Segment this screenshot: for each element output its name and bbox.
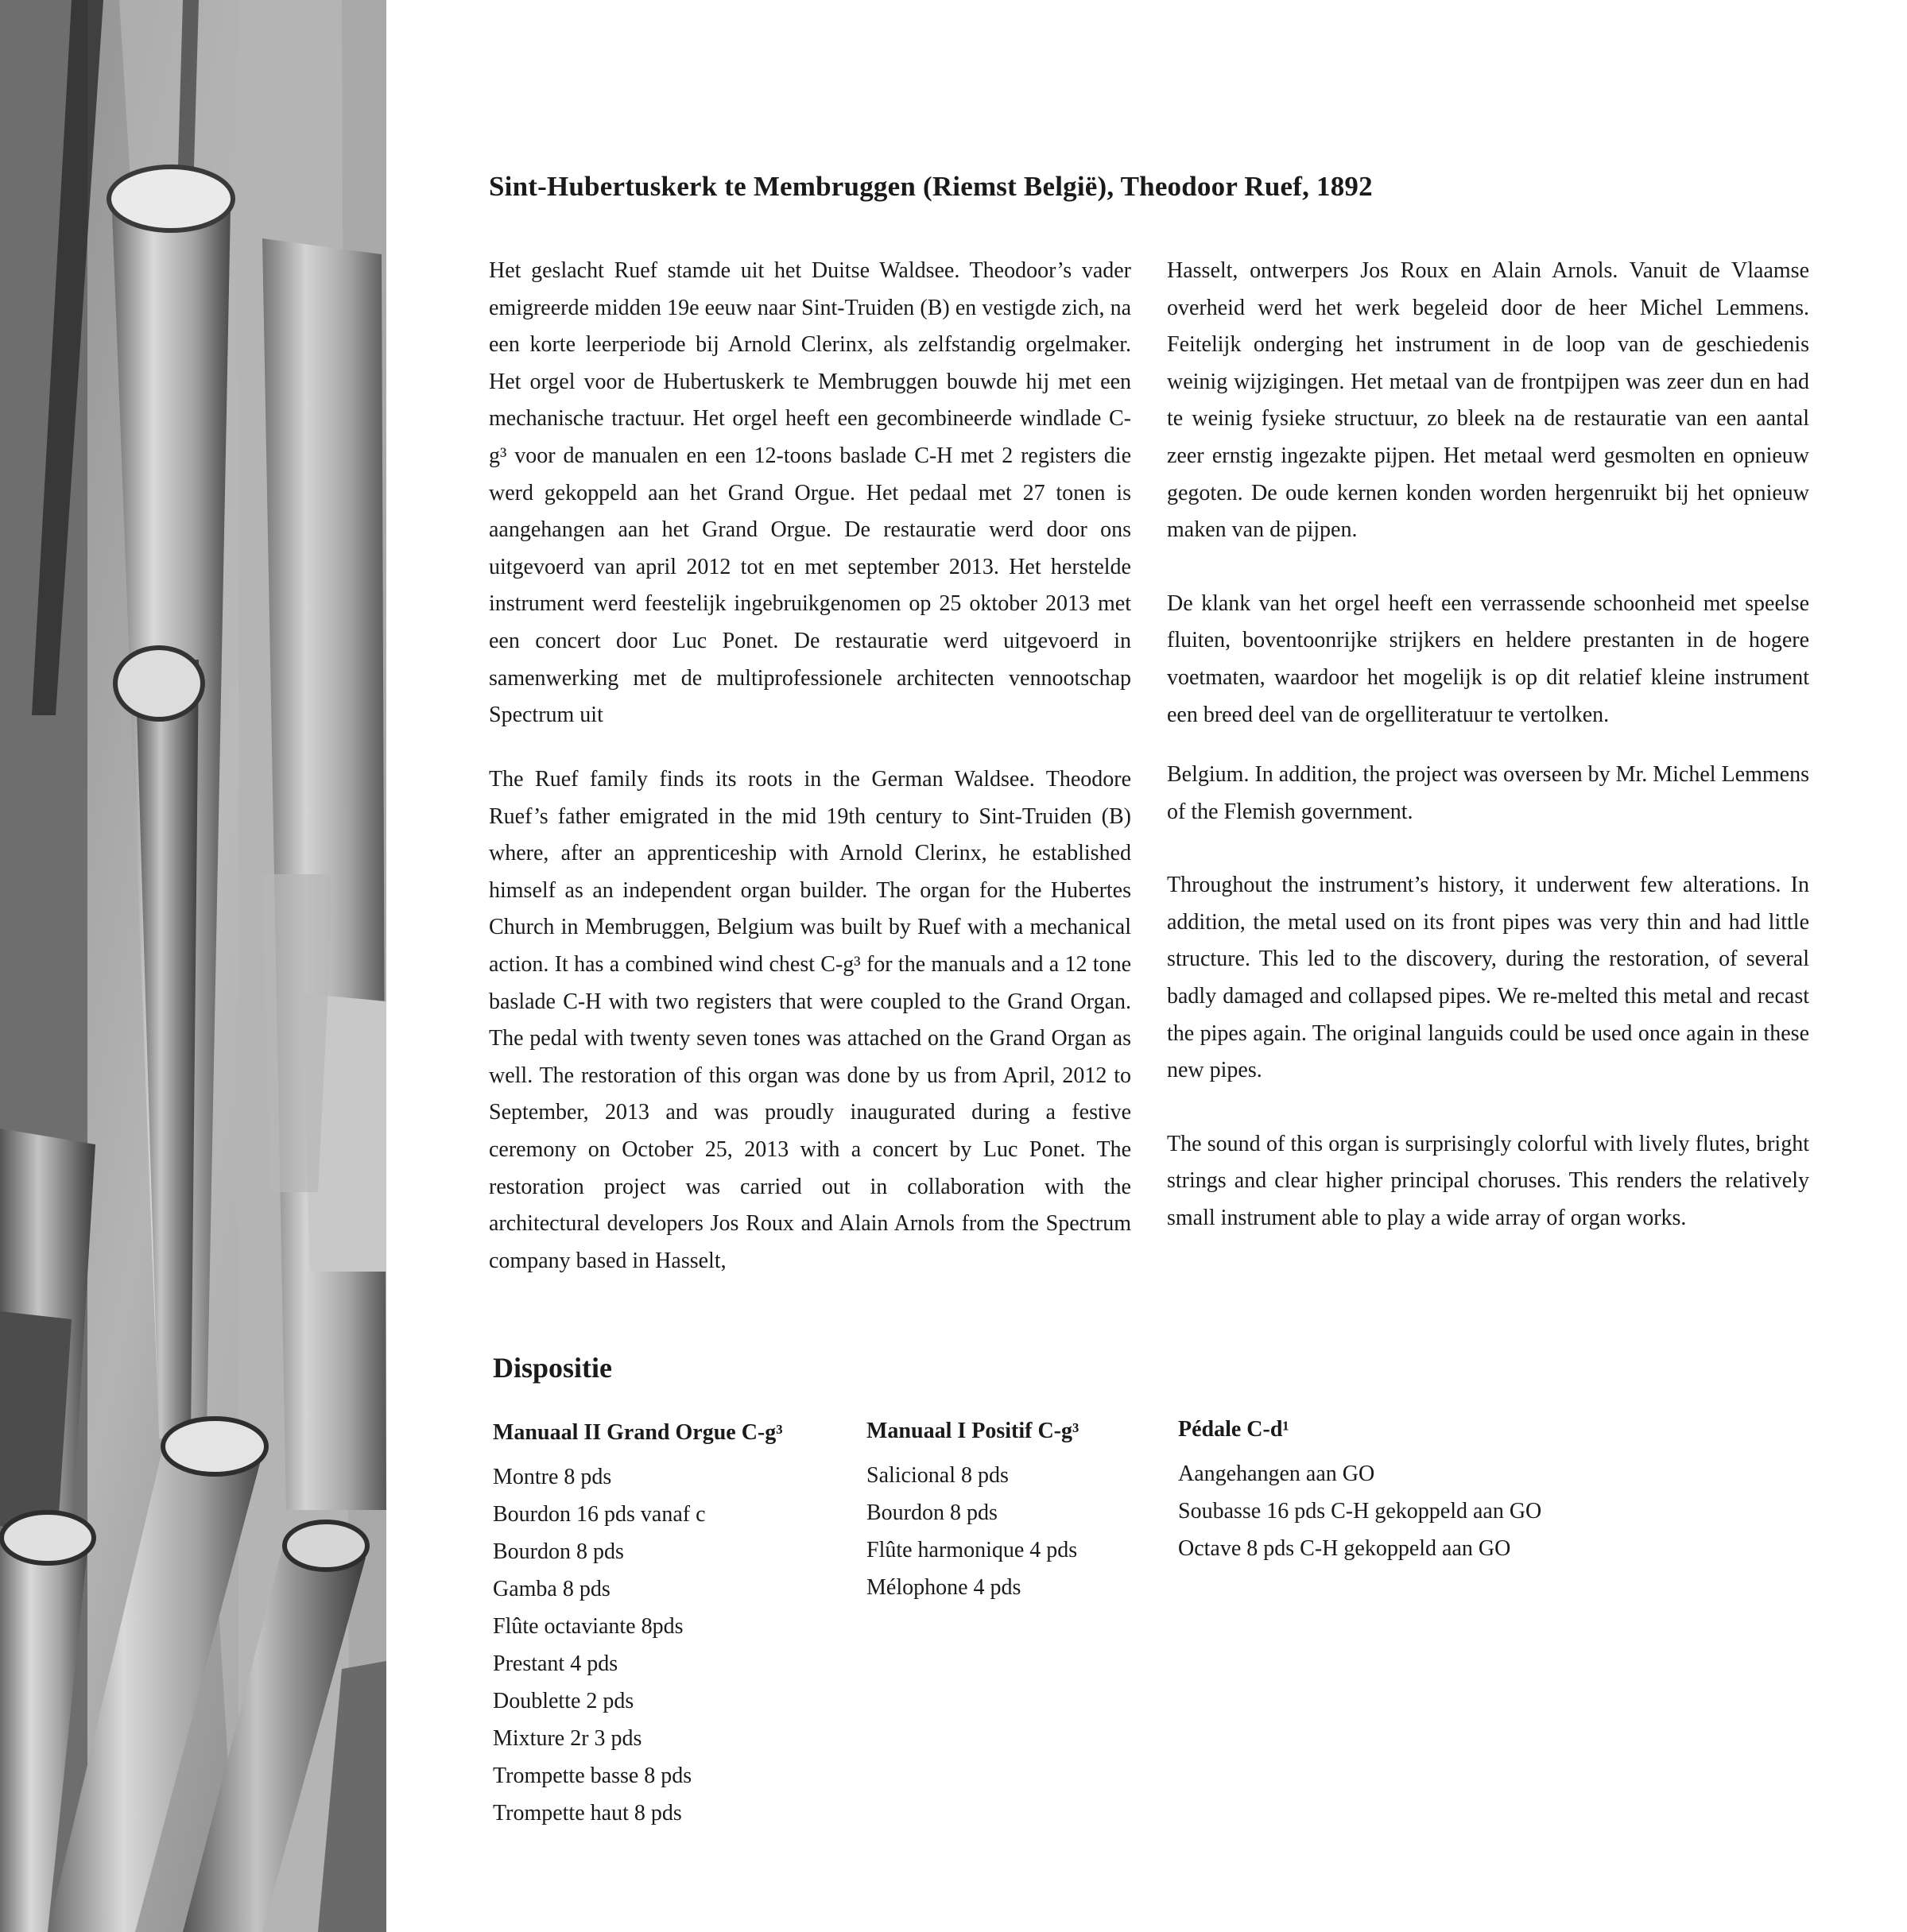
stop-item: Mixture 2r 3 pds: [493, 1726, 642, 1751]
manual-header: Pédale C-d¹: [1178, 1417, 1289, 1442]
stop-item: Aangehangen aan GO: [1178, 1462, 1375, 1486]
disposition-column-positif: [866, 1415, 1079, 1606]
disposition-column-pedale: [1178, 1414, 1541, 1567]
dutch-paragraph: Het geslacht Ruef stamde uit het Duitse Waldsee. Theodoor’s vader emigreerde midden 19e eeuw naar Sint-Truiden (B) en vestigde zich, na een korte leerperiode bij Arnold Clerinx, als zelfstandig orgelmaker. Het orgel voor de Hubertuskerk te Membruggen bouwde hij met een mechanische tractuur. Het orgel heeft een gecombineerde windlade C-g³ voor de manualen en een 12-toons baslade C-H met 2 registers die werd gekoppeld aan het Grand Orgue. Het pedaal met 27 tonen is aangehangen aan het Grand Orgue. De restauratie werd door ons uitgevoerd van april 2012 tot en met september 2013. Het herstelde instrument werd feestelijk ingebruikgenomen op 25 oktober 2013 met een concert door Luc Ponet. De restauratie werd uitgevoerd in samenwerking met de multiprofessionele architecten vennootschap Spectrum uit: [489, 258, 1131, 728]
dutch-text-left-column: [489, 253, 1131, 734]
stop-item: Flûte octaviante 8pds: [493, 1614, 684, 1639]
english-paragraph: The sound of this organ is surprisingly colorful with lively flutes, bright strings and clear higher principal choruses. This renders the relatively small instrument able to play a wide array of organ works.: [1167, 1131, 1809, 1230]
stop-item: Bourdon 8 pds: [866, 1500, 998, 1525]
organ-pipes-photo: [0, 0, 386, 1932]
manual-header: Manuaal I Positif C-g³: [866, 1419, 1079, 1443]
disposition-column-grand-orgue: [493, 1417, 783, 1832]
stop-item: Bourdon 16 pds vanaf c: [493, 1502, 706, 1527]
english-text-right-column: [1167, 757, 1809, 1237]
stop-item: Soubasse 16 pds C-H gekoppeld aan GO: [1178, 1499, 1542, 1524]
stop-item: Doublette 2 pds: [493, 1689, 634, 1713]
stop-item: Bourdon 8 pds: [493, 1539, 624, 1564]
dutch-paragraph: Hasselt, ontwerpers Jos Roux en Alain Arnols. Vanuit de Vlaamse overheid werd het werk begeleid door de heer Michel Lemmens. Feitelijk onderging het instrument in de loop van de geschiedenis weinig wijzigingen. Het metaal van de frontpijpen was zeer dun en had te weinig fysieke structuur, zo bleek na de restauratie van een aantal zeer ernstig ingezakte pijpen. Het metaal werd gesmolten en opnieuw gegoten. De oude kernen konden worden hergenruikt bij het opnieuw maken van de pijpen.: [1167, 258, 1809, 543]
stop-item: Trompette basse 8 pds: [493, 1764, 692, 1788]
stop-item: Mélophone 4 pds: [866, 1575, 1021, 1600]
dutch-text-right-column: [1167, 253, 1809, 734]
english-paragraph: The Ruef family finds its roots in the German Waldsee. Theodore Ruef’s father emigrated in the mid 19th century to Sint-Truiden (B) where, after an apprenticeship with Arnold Clerinx, he established himself as an independent organ builder. The organ for the Hubertes Church in Membruggen, Belgium was built by Ruef with a mechanical action. It has a combined wind chest C-g³ for the manuals and a 12 tone baslade C-H with two registers that were coupled to the Grand Organ. The pedal with twenty seven tones was attached on the Grand Organ as well. The restoration of this organ was done by us from April, 2012 to September, 2013 and was proudly inaugurated during a festive ceremony on October 25, 2013 with a concert by Luc Ponet. The restoration project was carried out in collaboration with the architectural developers Jos Roux and Alain Arnols from the Spectrum company based in Hasselt,: [489, 767, 1131, 1273]
stop-item: Flûte harmonique 4 pds: [866, 1538, 1078, 1562]
disposition-heading: Dispositie: [493, 1352, 613, 1384]
manual-header: Manuaal II Grand Orgue C-g³: [493, 1420, 783, 1445]
stop-item: Prestant 4 pds: [493, 1651, 618, 1676]
dutch-paragraph: De klank van het orgel heeft een verrassende schoonheid met speelse fluiten, boventoonrijke strijkers en heldere prestanten in de hogere voetmaten, waardoor het mogelijk is op dit relatief kleine instrument een breed deel van de orgelliteratuur te vertolken.: [1167, 590, 1809, 727]
english-paragraph: Throughout the instrument’s history, it underwent few alterations. In addition, the metal used on its front pipes was very thin and had little structure. This led to the discovery, during the restoration, of several badly damaged and collapsed pipes. We re-melted this metal and recast the pipes again. The original languids could be used once again in these new pipes.: [1167, 873, 1809, 1083]
stop-item: Montre 8 pds: [493, 1465, 612, 1489]
english-text-left-column: [489, 761, 1131, 1280]
stop-item: Salicional 8 pds: [866, 1463, 1009, 1488]
page-title: Sint-Hubertuskerk te Membruggen (Riemst België), Theodoor Ruef, 1892: [489, 171, 1373, 202]
english-paragraph: Belgium. In addition, the project was overseen by Mr. Michel Lemmens of the Flemish government.: [1167, 762, 1809, 824]
stop-item: Octave 8 pds C-H gekoppeld aan GO: [1178, 1536, 1511, 1561]
stop-item: Trompette haut 8 pds: [493, 1801, 682, 1826]
stop-item: Gamba 8 pds: [493, 1577, 610, 1601]
